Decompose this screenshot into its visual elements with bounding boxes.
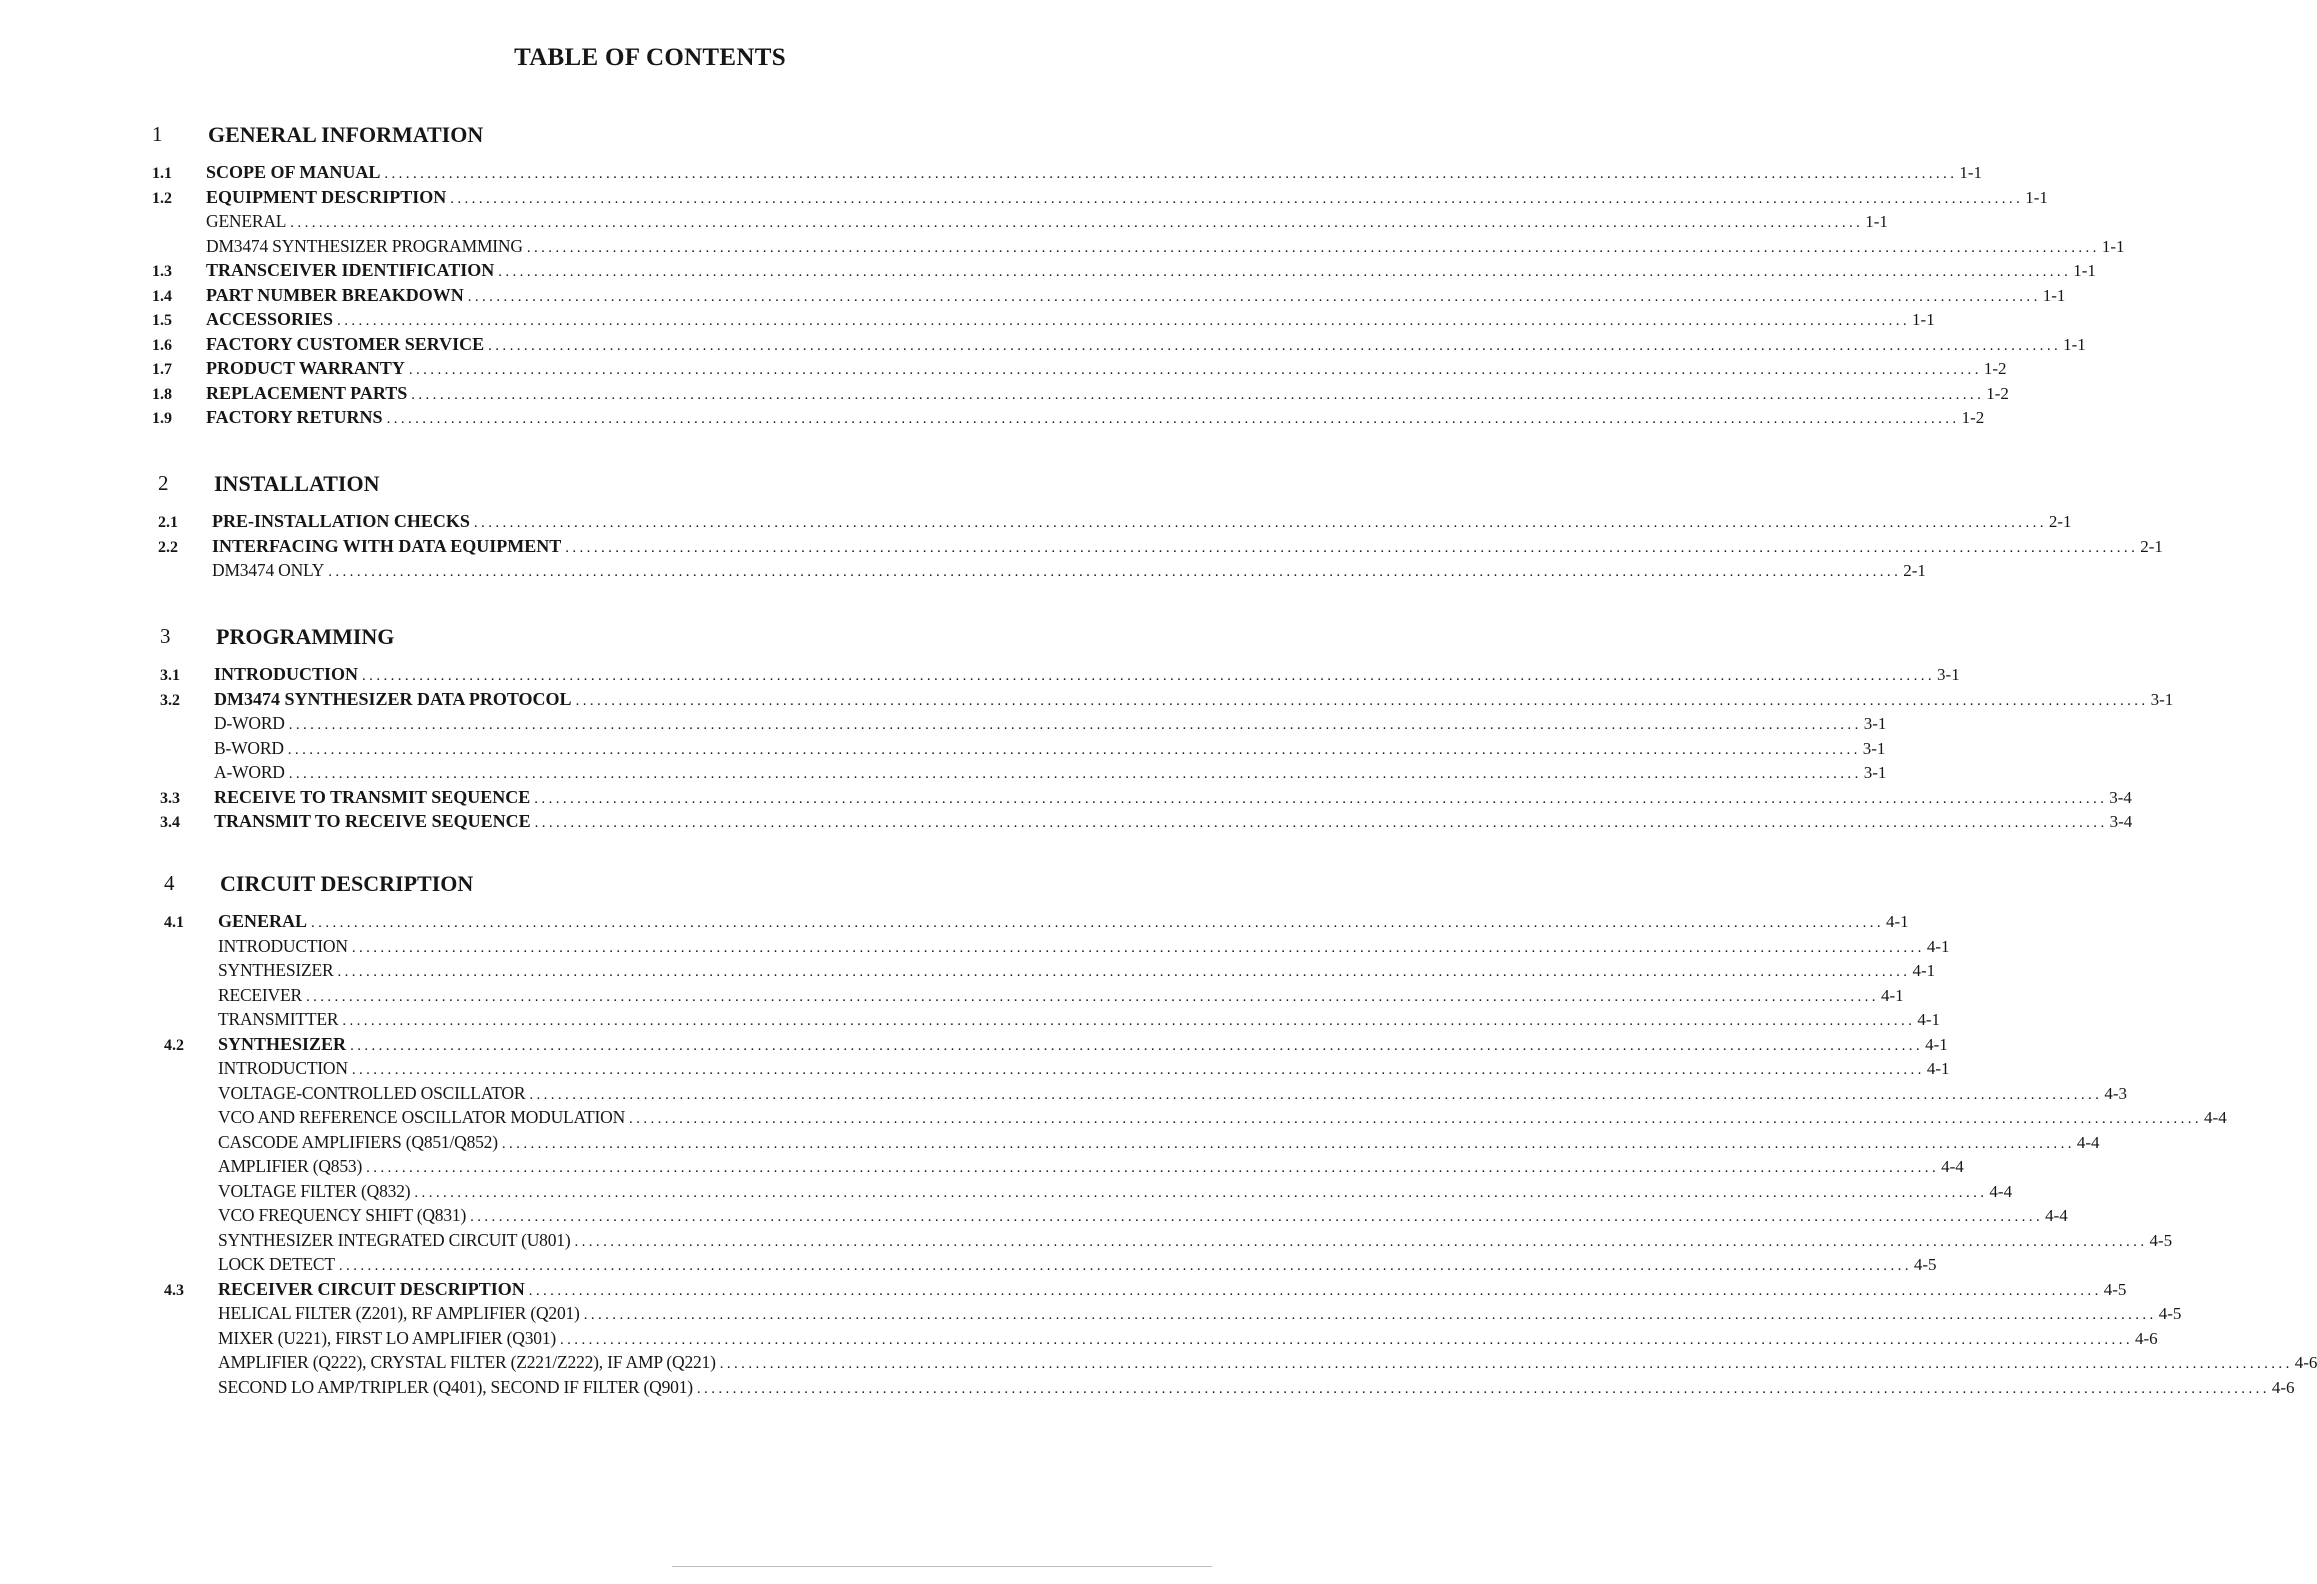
toc-entry[interactable] [152,407,1985,432]
dot-leader: ............................................................................................................................................................................................................................ [366,1160,1940,1176]
entry-page-number: 4-5 [2103,1279,2127,1299]
entry-number: 1.2 [152,189,172,207]
entry-page-number: 4-3 [2104,1083,2127,1103]
toc-entry[interactable] [152,186,2048,212]
entry-label: INTRODUCTION [218,1058,348,1078]
section-title: INSTALLATION [214,471,380,496]
entry-label: LOCK DETECT [218,1254,335,1274]
section-number: 4 [164,871,175,895]
toc-entry[interactable] [164,1303,2182,1328]
toc-section [164,871,2317,1401]
entry-number: 1.9 [152,410,172,427]
entry-page-number: 3-4 [2109,812,2133,831]
toc-entry[interactable] [164,1131,2100,1157]
entry-label: AMPLIFIER (Q853) [218,1156,363,1176]
section-heading [158,471,1160,511]
toc-entry[interactable] [160,664,1960,689]
toc-entry[interactable] [160,737,1886,763]
entry-page-number: 2-1 [2048,512,2072,531]
entry-page-number: 3-1 [1863,714,1887,733]
dot-leader: ............................................................................................................................................................................................................................ [408,362,1982,378]
entry-page-number: 4-1 [1917,1010,1940,1029]
dot-leader: ............................................................................................................................................................................................................................ [534,815,2108,831]
entry-page-number: 4-1 [1886,912,1909,931]
entry-label: PRE-INSTALLATION CHECKS [212,511,470,531]
dot-leader: ............................................................................................................................................................................................................................ [574,1233,2148,1250]
entry-number: 4.1 [164,914,184,931]
entry-number: 3.1 [160,667,180,684]
entry-label: RECEIVER [218,984,302,1005]
toc-entry[interactable] [152,333,2086,359]
toc-entry[interactable] [164,1058,1950,1083]
toc-entry[interactable] [158,535,2163,561]
toc-entry[interactable] [152,358,2007,383]
toc-entry[interactable] [152,309,1935,334]
dot-leader: ............................................................................................................................................................................................................................ [470,1209,2044,1225]
entry-number: 4.2 [164,1036,184,1054]
entry-page-number: 4-6 [2294,1353,2317,1372]
toc-entry[interactable] [160,811,2133,836]
dot-leader: ............................................................................................................................................................................................................................ [560,1331,2133,1348]
entry-page-number: 4-1 [1926,936,1950,956]
entry-page-number: 3-1 [1863,763,1887,782]
entry-label: VOLTAGE FILTER (Q832) [218,1180,411,1201]
section-title: GENERAL INFORMATION [208,122,484,147]
toc-entry[interactable] [160,786,2132,812]
toc-entry[interactable] [160,713,1887,738]
toc-entry[interactable] [164,911,1909,936]
dot-leader: ............................................................................................................................................................................................................................ [351,1062,1925,1078]
toc-entry[interactable] [152,260,2096,285]
toc-section [160,624,2174,836]
dot-leader: ............................................................................................................................................................................................................................ [338,1258,1912,1274]
dot-leader: ............................................................................................................................................................................................................................ [288,717,1862,733]
dot-leader: ............................................................................................................................................................................................................................ [565,539,2139,556]
entry-label: D-WORD [214,713,285,733]
dot-leader: ............................................................................................................................................................................................................................ [629,1111,2203,1127]
toc-entry[interactable] [152,382,2009,408]
entry-number: 1.1 [152,165,172,182]
dot-leader: ............................................................................................................................................................................................................................ [575,692,2149,709]
dot-leader: ............................................................................................................................................................................................................................ [337,313,1911,329]
entry-page-number: 1-1 [2073,261,2096,280]
toc-entry[interactable] [152,284,2066,310]
entry-label: B-WORD [214,737,284,758]
toc-entry[interactable] [164,1082,2127,1108]
entry-label: PRODUCT WARRANTY [206,358,405,378]
toc-entry[interactable] [152,235,2125,261]
entry-label: VCO FREQUENCY SHIFT (Q831) [218,1205,467,1225]
entry-number: 2.1 [158,514,178,531]
entry-number: 1.7 [152,361,172,378]
section-number: 3 [160,624,171,648]
entry-number: 1.4 [152,287,172,305]
toc-entry[interactable] [158,511,2072,536]
entry-label: FACTORY RETURNS [206,407,383,427]
entry-label: SECOND LO AMP/TRIPLER (Q401), SECOND IF FILTER (Q901) [218,1376,693,1397]
entry-label: INTERFACING WITH DATA EQUIPMENT [212,535,562,556]
entry-page-number: 4-6 [2135,1328,2158,1348]
dot-leader: ............................................................................................................................................................................................................................ [288,766,1862,782]
toc-entry[interactable] [164,1205,2068,1230]
entry-label: TRANSCEIVER IDENTIFICATION [206,260,495,280]
dot-leader: ............................................................................................................................................................................................................................ [529,1086,2103,1103]
dot-leader: ............................................................................................................................................................................................................................ [467,288,2041,305]
dot-leader: ............................................................................................................................................................................................................................ [501,1135,2075,1152]
entry-page-number: 4-1 [1925,1034,1948,1054]
toc-entry[interactable] [164,1229,2173,1255]
entry-label: AMPLIFIER (Q222), CRYSTAL FILTER (Z221/Z222), IF AMP (Q221) [218,1352,716,1372]
entry-page-number: 4-5 [2149,1230,2173,1250]
toc-entry[interactable] [160,762,1887,787]
dot-leader: ............................................................................................................................................................................................................................ [287,741,1861,758]
dot-leader: ............................................................................................................................................................................................................................ [719,1356,2293,1372]
dot-leader: ............................................................................................................................................................................................................................ [528,1282,2102,1299]
entry-label: REPLACEMENT PARTS [206,382,408,403]
entry-page-number: 1-1 [2042,285,2066,305]
entry-label: SYNTHESIZER [218,960,334,980]
section-heading [160,624,1162,664]
dot-leader: ............................................................................................................................................................................................................................ [488,337,2062,354]
toc-entry[interactable] [152,211,1888,236]
section-number: 1 [152,122,163,146]
entry-page-number: 4-4 [1941,1157,1964,1176]
toc-entry[interactable] [164,960,1936,985]
entry-page-number: 4-4 [1989,1181,2013,1201]
dot-leader: ............................................................................................................................................................................................................................ [350,1037,1924,1054]
dot-leader: ............................................................................................................................................................................................................................ [362,668,1936,684]
dot-leader: ............................................................................................................................................................................................................................ [414,1184,1988,1201]
entry-label: ACCESSORIES [206,309,334,329]
section-title: PROGRAMMING [216,624,395,649]
section-number: 2 [158,471,169,495]
toc-section [158,471,2163,585]
toc-entry[interactable] [164,935,1950,961]
entry-page-number: 1-1 [2101,236,2125,256]
entry-number: 4.3 [164,1281,184,1299]
entry-label: CASCODE AMPLIFIERS (Q851/Q852) [218,1131,498,1152]
dot-leader: ............................................................................................................................................................................................................................ [351,939,1925,956]
entry-page-number: 4-4 [2076,1132,2100,1152]
entry-label: INTRODUCTION [218,935,348,956]
toc-entry[interactable] [152,162,1983,187]
entry-label: DM3474 SYNTHESIZER DATA PROTOCOL [214,688,572,709]
entry-page-number: 1-2 [1986,383,2009,403]
entry-number: 1.3 [152,263,172,280]
toc-entry[interactable] [164,1352,2317,1377]
entry-page-number: 1-1 [1865,212,1888,231]
entry-page-number: 3-1 [1862,738,1886,758]
scan-edge-line [672,1566,1212,1567]
entry-label: DM3474 SYNTHESIZER PROGRAMMING [206,235,523,256]
entry-label: FACTORY CUSTOMER SERVICE [206,333,485,354]
toc-section [152,122,2125,432]
toc-entry[interactable] [164,1009,1940,1034]
toc-entry[interactable] [164,984,1904,1010]
entry-page-number: 4-1 [1880,985,1904,1005]
entry-label: INTRODUCTION [214,664,359,684]
entry-label: SYNTHESIZER INTEGRATED CIRCUIT (U801) [218,1229,571,1250]
entry-page-number: 4-4 [2045,1206,2068,1225]
entry-number: 3.3 [160,789,180,807]
entry-number: 3.4 [160,814,180,831]
entry-label: SYNTHESIZER [218,1033,347,1054]
dot-leader: ............................................................................................................................................................................................................................ [534,790,2108,807]
entry-label: RECEIVER CIRCUIT DESCRIPTION [218,1278,525,1299]
toc-entry[interactable] [164,1278,2127,1304]
entry-label: PART NUMBER BREAKDOWN [206,284,464,305]
section-heading [152,122,1162,162]
entry-page-number: 3-1 [2150,689,2174,709]
entry-label: VOLTAGE-CONTROLLED OSCILLATOR [218,1082,526,1103]
dot-leader: ............................................................................................................................................................................................................................ [473,515,2047,531]
dot-leader: ............................................................................................................................................................................................................................ [384,166,1958,182]
entry-page-number: 4-6 [2271,1377,2295,1397]
entry-page-number: 2-1 [2140,536,2163,556]
entry-label: VCO AND REFERENCE OSCILLATOR MODULATION [218,1107,626,1127]
entry-label: RECEIVE TO TRANSMIT SEQUENCE [214,786,531,807]
entry-label: TRANSMIT TO RECEIVE SEQUENCE [214,811,531,831]
entry-page-number: 1-2 [1983,359,2007,378]
toc-entry[interactable] [164,1033,1948,1059]
toc-entry[interactable] [164,1156,1964,1181]
entry-label: GENERAL [218,911,308,931]
toc-entry[interactable] [164,1180,2013,1206]
entry-label: A-WORD [214,762,285,782]
entry-page-number: 1-1 [1912,310,1935,329]
dot-leader: ............................................................................................................................................................................................................................ [450,190,2024,207]
page-title: TABLE OF CONTENTS [514,44,786,71]
dot-leader: ............................................................................................................................................................................................................................ [498,264,2072,280]
entry-page-number: 1-1 [2025,187,2048,207]
toc-entry[interactable] [158,560,1926,585]
dot-leader: ............................................................................................................................................................................................................................ [386,411,1960,427]
entry-label: MIXER (U221), FIRST LO AMPLIFIER (Q301) [218,1327,556,1348]
dot-leader: ............................................................................................................................................................................................................................ [311,915,1885,931]
entry-label: EQUIPMENT DESCRIPTION [206,186,447,207]
entry-number: 1.8 [152,385,172,403]
entry-page-number: 4-4 [2204,1108,2227,1127]
section-title: CIRCUIT DESCRIPTION [220,871,474,896]
entry-number: 1.6 [152,336,172,354]
toc-entry[interactable] [164,1376,2295,1402]
entry-page-number: 3-1 [1937,665,1960,684]
entry-number: 1.5 [152,312,172,329]
entry-page-number: 1-1 [1959,163,1983,182]
dot-leader: ............................................................................................................................................................................................................................ [305,988,1879,1005]
dot-leader: ............................................................................................................................................................................................................................ [328,564,1902,580]
entry-label: TRANSMITTER [218,1009,339,1029]
dot-leader: ............................................................................................................................................................................................................................ [526,239,2100,256]
entry-label: HELICAL FILTER (Z201), RF AMPLIFIER (Q201) [218,1303,580,1323]
dot-leader: ............................................................................................................................................................................................................................ [337,964,1911,980]
entry-page-number: 1-2 [1961,408,1985,427]
toc-entry[interactable] [160,688,2174,714]
dot-leader: ............................................................................................................................................................................................................................ [696,1380,2270,1397]
toc-entry[interactable] [164,1107,2227,1132]
entry-page-number: 4-1 [1912,961,1936,980]
entry-label: SCOPE OF MANUAL [206,162,381,182]
entry-page-number: 3-4 [2109,787,2132,807]
dot-leader: ............................................................................................................................................................................................................................ [583,1307,2157,1323]
entry-label: GENERAL [206,211,287,231]
toc-entry[interactable] [164,1327,2158,1353]
entry-page-number: 2-1 [1903,561,1926,580]
entry-number: 2.2 [158,538,178,556]
entry-page-number: 4-5 [2158,1304,2182,1323]
dot-leader: ............................................................................................................................................................................................................................ [411,386,1985,403]
dot-leader: ............................................................................................................................................................................................................................ [290,215,1864,231]
entry-number: 3.2 [160,691,180,709]
entry-page-number: 4-1 [1926,1059,1950,1078]
dot-leader: ............................................................................................................................................................................................................................ [342,1013,1916,1029]
toc-entry[interactable] [164,1254,1937,1279]
section-heading [164,871,1174,911]
entry-page-number: 4-5 [1913,1255,1937,1274]
entry-page-number: 1-1 [2063,334,2086,354]
entry-label: DM3474 ONLY [212,560,325,580]
